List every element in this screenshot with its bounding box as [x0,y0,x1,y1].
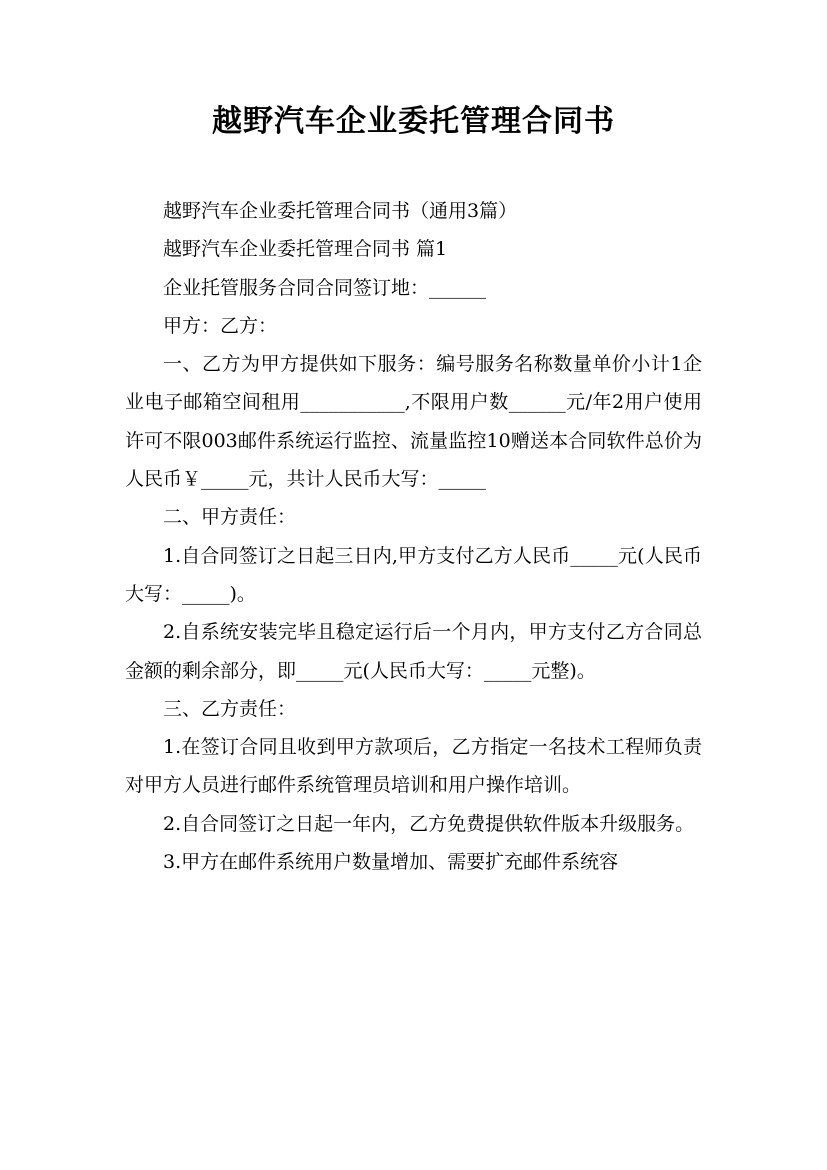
document-body [125,192,702,881]
paragraph-party-b-item-1: 1.在签订合同且收到甲方款项后，乙方指定一名技术工程师负责对甲方人员进行邮件系统管理员培训和用户操作培训。 [125,736,702,797]
paragraph-parties: 甲方：乙方： [163,314,278,337]
paragraph-party-a-item-1: 1.自合同签订之日起三日内,甲方支付乙方人民币_____元(人民币大写：_____)。 [125,544,702,605]
paragraph-party-b-item-2: 2.自合同签订之日起一年内，乙方免费提供软件版本升级服务。 [163,812,695,835]
paragraph-section-heading: 越野汽车企业委托管理合同书 篇1 [163,238,448,261]
paragraph-party-b-heading: 三、乙方责任： [163,697,297,720]
paragraph-party-a-item-2: 2.自系统安装完毕且稳定运行后一个月内，甲方支付乙方合同总金额的剩余部分，即_____元(人民币大写：_____元整)。 [125,621,702,682]
document-title: 越野汽车企业委托管理合同书 [212,104,615,139]
paragraph-party-b-item-3: 3.甲方在邮件系统用户数量增加、需要扩充邮件系统容 [163,851,619,874]
paragraph-party-a-heading: 二、甲方责任： [163,506,297,529]
paragraph-services: 一、乙方为甲方提供如下服务：编号服务名称数量单价小计1企业电子邮箱空间租用___________,不限用户数______元/年2用户使用许可不限003邮件系统运行监控、流量监控10赠送本合同软件总价为人民币￥_____元，共计人民币大写：_____ [125,353,702,491]
paragraph-subtitle: 越野汽车企业委托管理合同书（通用3篇） [163,200,518,222]
paragraph-signing-place: 企业托管服务合同合同签订地：______ [163,276,487,299]
